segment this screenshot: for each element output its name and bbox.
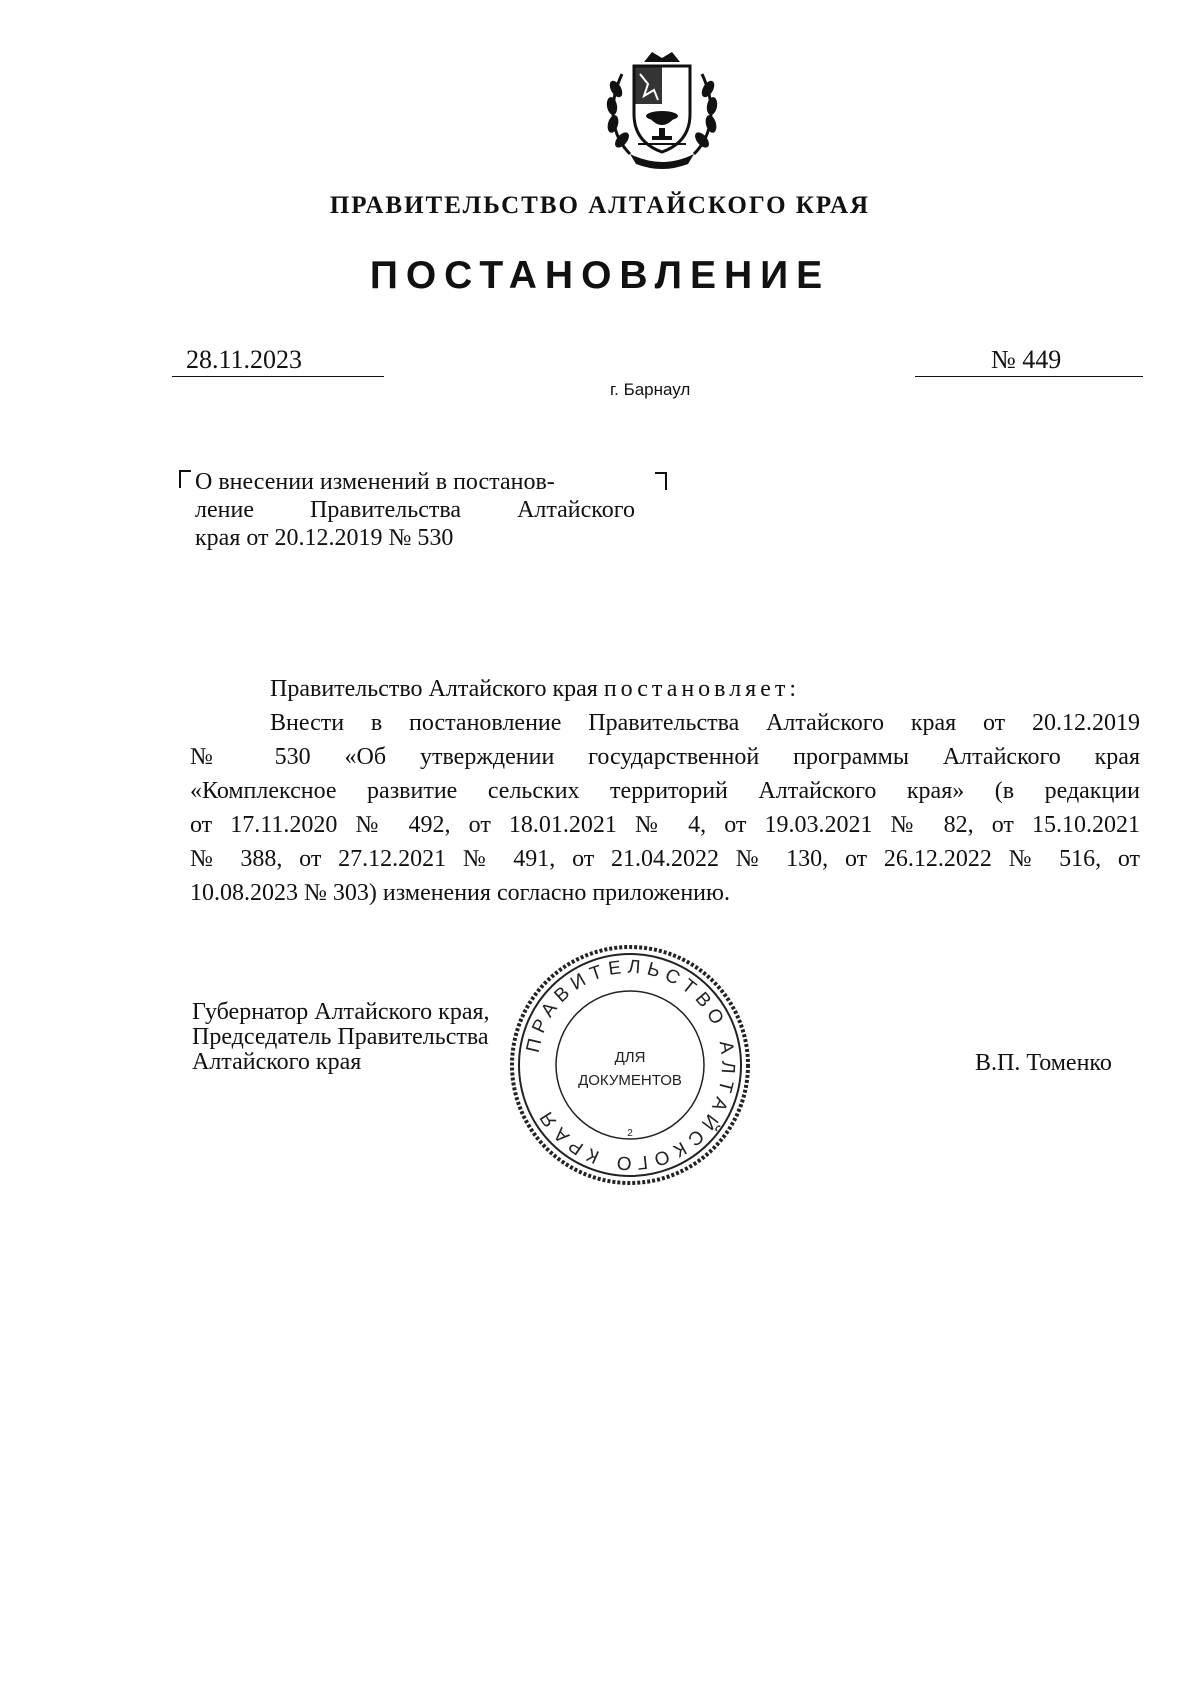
signatory-line: Губернатор Алтайского края, — [192, 999, 490, 1025]
document-date: 28.11.2023 — [172, 344, 384, 377]
body-intro — [190, 672, 1140, 706]
corner-bracket-right — [655, 472, 667, 490]
subject-line-2 — [195, 496, 635, 524]
stamp-ring-text: ПРАВИТЕЛЬСТВО АЛТАЙСКОГО КРАЯ — [522, 956, 739, 1174]
subject-line-1: О внесении изменений в постанов- — [195, 469, 555, 495]
document-city: г. Барнаул — [610, 380, 691, 399]
subject-word: Правительства — [310, 497, 462, 523]
coat-of-arms-icon — [600, 44, 724, 172]
stamp-center-line-2: ДОКУМЕНТОВ — [578, 1072, 682, 1089]
body-line: № 530 «Об утверждении государственной программы Алтайского края — [190, 744, 1140, 770]
subject-line-3: края от 20.12.2019 № 530 — [195, 525, 454, 551]
document-number: № 449 — [915, 344, 1143, 377]
organization-title: ПРАВИТЕЛЬСТВО АЛТАЙСКОГО КРАЯ — [329, 192, 871, 219]
body-line: от 17.11.2020 № 492, от 18.01.2021 № 4, от 19.03.2021 № 82, от 15.10.2021 — [190, 812, 1140, 838]
body-line: Внести в постановление Правительства Алтайского края от 20.12.2019 — [270, 710, 1140, 736]
signatory-name: В.П. Томенко — [975, 1050, 1112, 1076]
subject-word: ление — [195, 497, 254, 523]
document-subject — [195, 468, 635, 552]
corner-bracket-left — [179, 470, 191, 488]
signatory-line: Алтайского края — [192, 1049, 362, 1075]
intro-text: Правительство Алтайского края — [270, 676, 598, 702]
body-line: № 388, от 27.12.2021 № 491, от 21.04.2022 № 130, от 26.12.2022 № 516, от — [190, 846, 1140, 872]
stamp-number: 2 — [627, 1128, 633, 1139]
intro-verb: постановляет: — [603, 676, 801, 702]
stamp-center-line-1: ДЛЯ — [614, 1049, 646, 1066]
body-line: 10.08.2023 № 303) изменения согласно приложению. — [190, 880, 730, 906]
subject-word: Алтайского — [517, 497, 635, 523]
document-body — [190, 672, 1140, 910]
document-type-title: ПОСТАНОВЛЕНИЕ — [369, 254, 831, 297]
signatory-title — [192, 1000, 490, 1075]
official-stamp — [505, 940, 755, 1190]
signatory-line: Председатель Правительства — [192, 1024, 489, 1050]
body-line: «Комплексное развитие сельских территорий Алтайского края» (в редакции — [190, 778, 1140, 804]
